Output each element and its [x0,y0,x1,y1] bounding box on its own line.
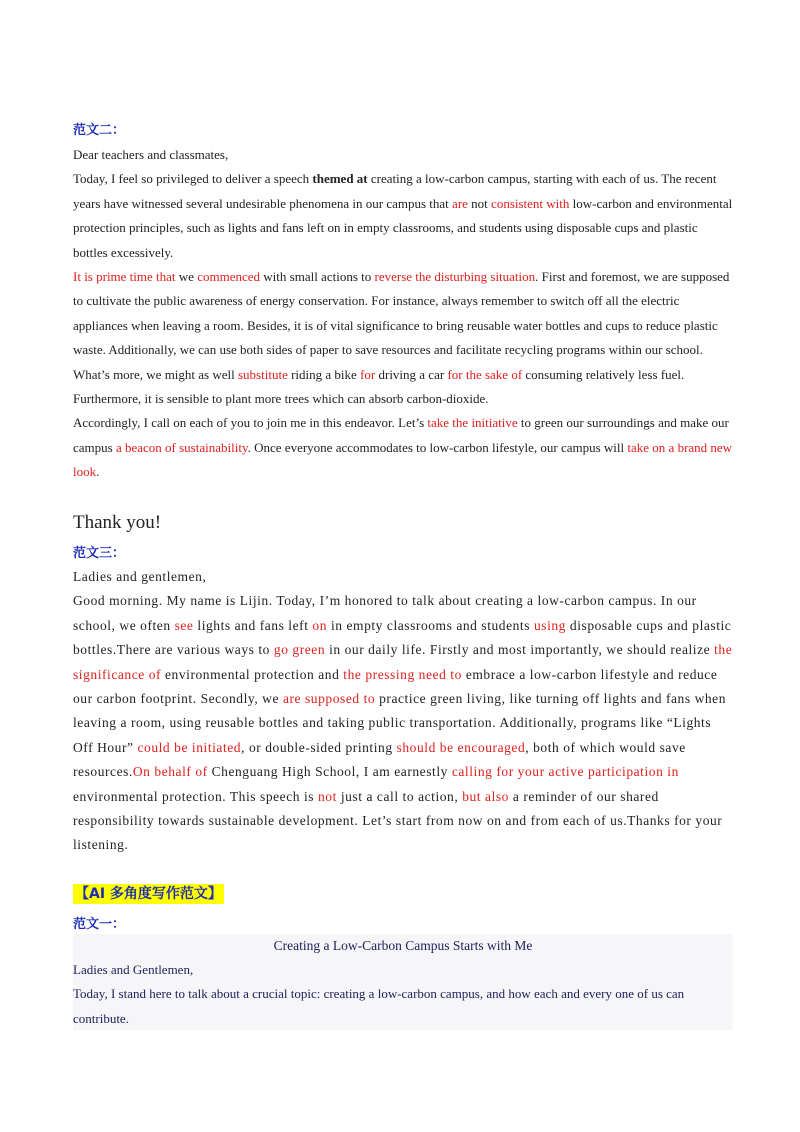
highlighted-phrase: calling for your active participation in [451,764,679,780]
ai-essay1-body [73,958,733,1031]
essay2-paragraph [73,411,733,484]
text-run: lights and fans left [193,617,313,633]
highlighted-phrase: are [452,195,468,211]
ai-essay1-box [73,934,733,1030]
text-run: Ladies and gentlemen, [73,569,207,584]
essay3-body [73,565,733,858]
text-run: just a call to action, [336,788,463,804]
text-run: in empty classrooms and students [327,617,534,633]
highlighted-phrase: reverse the disturbing situation [374,269,536,285]
essay2-closing: Thank you! [73,512,162,533]
essay2-body [73,143,733,485]
text-run: Today, I feel so privileged to deliver a speech [73,171,313,187]
essay2-paragraph [73,143,733,167]
text-run: environmental protection and [161,666,344,682]
text-run: . First and foremost, we are supposed to cultivate the public awareness of energy conservation. For instance, always remember to switch off all the electric appliances when leaving a room. Besides, it is of vital significance to bring reusable water bottles and cups to reduce plastic waste. Additionally, we can use both sides of paper to save resources and facilitate recycling programs within our school. What’s more, we might as well [73,269,730,382]
text-run: low-carbon and environmental protection principles, such as lights and fans left on in empty classrooms, and students using disposable cups and plastic bottles excessively. [73,195,733,260]
ai-essay1-title: Creating a Low-Carbon Campus Starts with Me [273,938,533,953]
text-run: Accordingly, I call on each of you to join me in this endeavor. Let’s [73,415,428,431]
highlighted-phrase: a beacon of sustainability [115,439,248,455]
text-run: . Once everyone accommodates to low-carbon lifestyle, our campus will [247,439,628,455]
text-run: riding a bike [287,366,361,382]
text-run: consuming relatively less fuel. Furthermore, it is sensible to plant more trees which can absorb carbon-dioxide. [73,366,685,407]
highlighted-phrase: the significance of [73,642,733,682]
essay2-paragraph [73,167,733,265]
text-run: driving a car [375,366,448,382]
text-run: Good morning. My name is Lijin. Today, I’m honored to talk about creating a low-carbon campus. In our school, we often [73,593,697,633]
text-run: environmental protection. This speech is [73,788,318,804]
essay3-paragraph [73,589,733,857]
text-run: Chenguang High School, I am earnestly [207,764,452,780]
highlighted-phrase: but also [462,788,509,804]
text-run: embrace a low-carbon lifestyle and reduce our carbon footprint. Secondly, we [73,666,718,707]
highlighted-phrase: should be encouraged [396,739,526,755]
ai-section-banner: 【AI 多角度写作范文】 [75,886,222,902]
highlighted-phrase: see [174,617,194,633]
essay2-label: 范文二： [73,123,126,138]
highlighted-phrase: could be initiated [137,739,242,755]
text-run: we [175,269,198,285]
highlighted-phrase: on [312,617,328,633]
highlighted-phrase: take on a brand new look [73,439,733,480]
highlighted-phrase: commenced [197,269,261,285]
highlighted-phrase: substitute [238,366,288,382]
bold-phrase: themed at [312,171,368,187]
ai-essay1-label: 范文一： [73,917,126,932]
text-run: not [467,195,492,211]
highlighted-phrase: go green [273,642,326,658]
highlighted-phrase: are supposed to [282,691,376,707]
text-run: to green our surroundings and make our campus [73,415,729,455]
ai-essay1-paragraph: Today, I stand here to talk about a crucial topic: creating a low-carbon campus, and how each and every one of us can contribute. [73,986,685,1026]
text-run: practice green living, like turning off lights and fans when leaving a room, using reusable bottles and taking public transportation. Additionally, programs like “Lights Off Hour” [73,691,727,755]
essay3-label: 范文三： [73,546,126,561]
highlighted-phrase: the pressing need to [343,666,462,682]
essay3-paragraph [73,565,733,589]
highlighted-phrase: using [533,617,566,633]
text-run: disposable cups and plastic bottles.There are various ways to [73,617,732,658]
highlighted-phrase: consistent with [491,195,570,211]
highlighted-phrase: take the initiative [427,415,518,431]
highlighted-phrase: On behalf of [132,764,208,780]
ai-banner-row [73,884,733,904]
text-run: Dear teachers and classmates, [73,147,229,162]
ai-essay1-paragraph: Ladies and Gentlemen, [73,962,194,977]
text-run: with small actions to [260,269,375,285]
text-run: . [96,464,100,480]
highlighted-phrase: not [318,788,337,804]
highlighted-phrase: for the sake of [447,366,523,382]
text-run: a reminder of our shared responsibility towards sustainable development. Let’s start from now on and from each of us.Thanks for your listening. [73,788,723,853]
text-run: , or double-sided printing [241,739,397,755]
text-run: creating a low-carbon campus, starting with each of us. The recent years have witnessed several undesirable phenomena in our campus that [73,171,717,211]
text-run: , both of which would save resources. [73,739,686,780]
highlighted-phrase: for [360,366,376,382]
highlighted-phrase: It is prime time that [73,269,176,285]
essay2-paragraph [73,265,733,411]
text-run: in our daily life. Firstly and most importantly, we should realize [325,642,715,658]
